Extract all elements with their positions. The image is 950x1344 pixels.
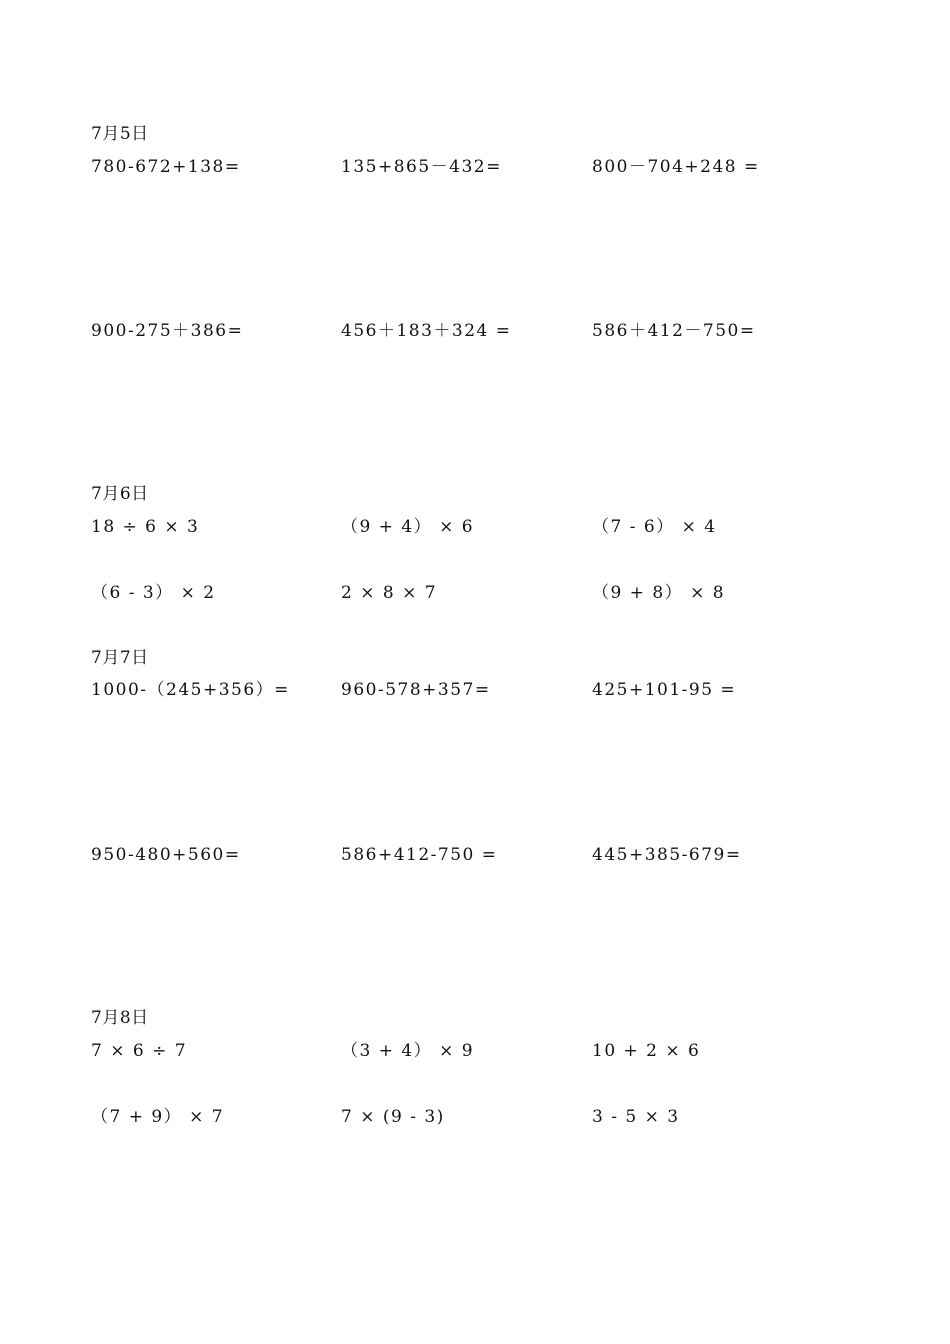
problem: 7 × 6 ÷ 7 [91, 1041, 188, 1061]
problem: 586＋412－750= [592, 321, 756, 341]
problem: 456＋183＋324 = [341, 321, 512, 341]
problem: 960-578+357= [341, 680, 491, 700]
problem: 7 × (9 - 3) [341, 1107, 445, 1127]
problem: 950-480+560= [91, 845, 241, 865]
problem: 900-275＋386= [91, 321, 244, 341]
problem: （6 - 3） × 2 [91, 583, 216, 603]
problem: （3 + 4） × 9 [341, 1041, 475, 1061]
problem: （9 + 4） × 6 [341, 517, 475, 537]
problem: 800－704+248 = [592, 157, 760, 177]
problem: 18 ÷ 6 × 3 [91, 517, 200, 537]
problem: （7 + 9） × 7 [91, 1107, 225, 1127]
problem: 2 × 8 × 7 [341, 583, 438, 603]
date-heading: 7月7日 [91, 648, 149, 668]
date-heading: 7月6日 [91, 484, 149, 504]
problem: 135+865－432= [341, 157, 502, 177]
problem: 1000-（245+356）= [91, 680, 290, 700]
problem: 3 - 5 × 3 [592, 1107, 680, 1127]
problem: 10 + 2 × 6 [592, 1041, 701, 1061]
problem: 780-672+138= [91, 157, 241, 177]
date-heading: 7月5日 [91, 124, 149, 144]
problem: 586+412-750 = [341, 845, 498, 865]
problem: （9 + 8） × 8 [592, 583, 726, 603]
date-heading: 7月8日 [91, 1008, 149, 1028]
problem: 425+101-95 = [592, 680, 737, 700]
problem: 445+385-679= [592, 845, 742, 865]
problem: （7 - 6） × 4 [592, 517, 717, 537]
